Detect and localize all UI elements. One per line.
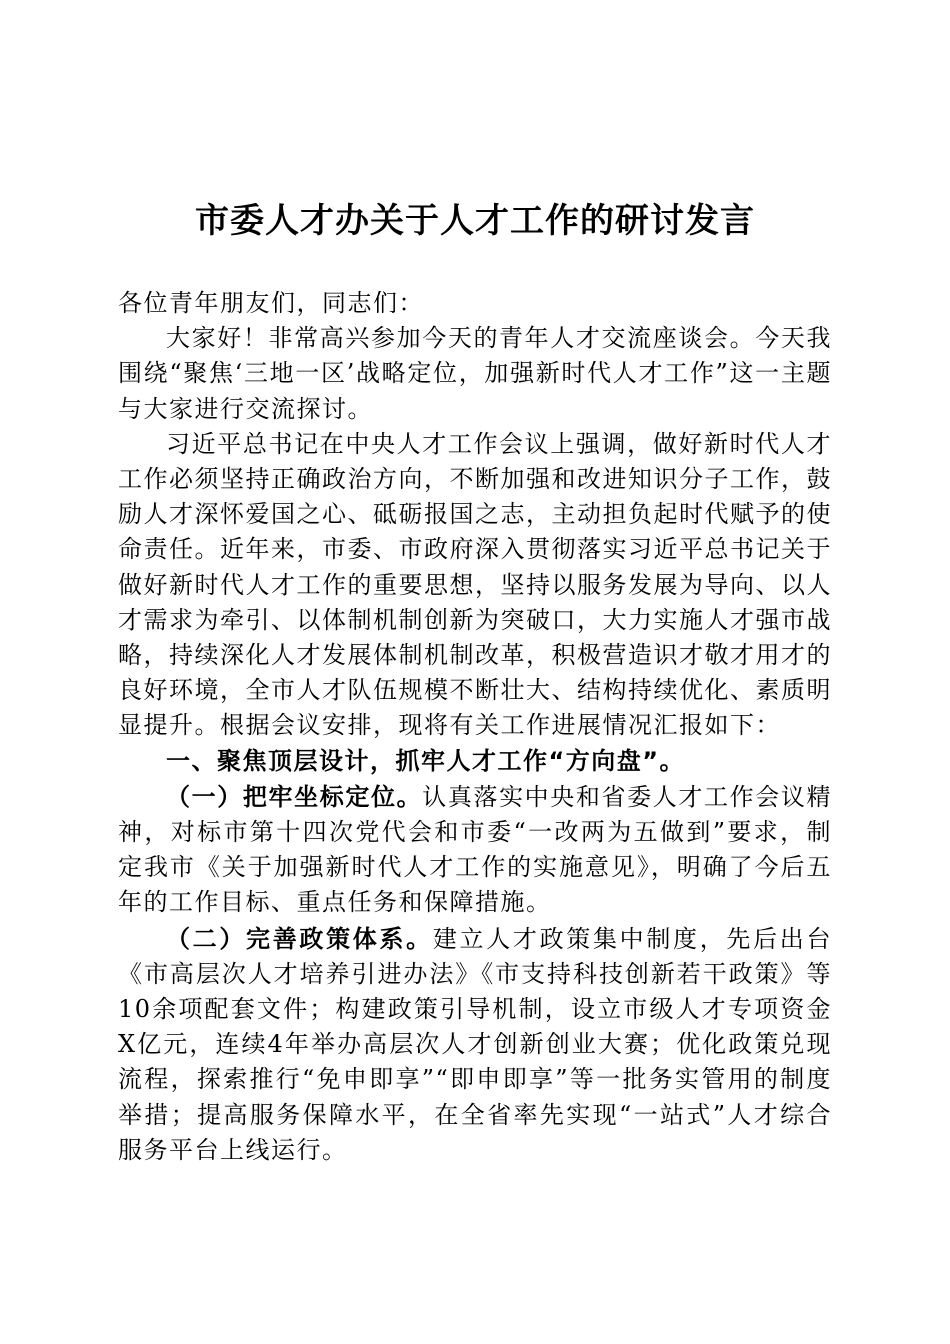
section-item-2-label: （二）完善政策体系。 (166, 923, 433, 953)
document-title: 市委人才办关于人才工作的研讨发言 (195, 201, 755, 241)
section-item-1-label: （一）把牢坐标定位。 (166, 781, 423, 811)
section-item-1 (118, 779, 832, 921)
paragraph-greeting: 大家好！非常高兴参加今天的青年人才交流座谈会。今天我围绕“聚焦‘三地一区’战略定位，加强新时代人才工作”这一主题与大家进行交流探讨。 (118, 324, 832, 423)
section-item-2-text: 建立人才政策集中制度，先后出台《市高层次人才培养引进办法》《市支持科技创新若干政策》等10余项配套文件；构建政策引导机制，设立市级人才专项资金X亿元，连续4年举办高层次人才创新创业大赛；优化政策兑现流程，探索推行“免申即享”“即申即享”等一批务实管用的制度举措；提高服务保障水平，在全省率先实现“一站式”人才综合服务平台上线运行。 (118, 924, 832, 1164)
section-item-2 (118, 921, 832, 1168)
salutation: 各位青年朋友们，同志们： (118, 289, 424, 317)
paragraph-background: 习近平总书记在中央人才工作会议上强调，做好新时代人才工作必须坚持正确政治方向，不断加强和改进知识分子工作，鼓励人才深怀爱国之心、砥砺报国之志，主动担负起时代赋予的使命责任。近年来，市委、市政府深入贯彻落实习近平总书记关于做好新时代人才工作的重要思想，坚持以服务发展为导向、以人才需求为牵引、以体制机制创新为突破口，大力实施人才强市战略，持续深化人才发展体制机制改革，积极营造识才敬才用才的良好环境，全市人才队伍规模不断壮大、结构持续优化、素质明显提升。根据会议安排，现将有关工作进展情况汇报如下： (118, 429, 832, 740)
document-body (118, 286, 832, 1168)
section-item-1-text: 认真落实中央和省委人才工作会议精神，对标市第十四次党代会和市委“一改两为五做到”要求，制定我市《关于加强新时代人才工作的实施意见》，明确了今后五年的工作目标、重点任务和保障措施。 (118, 782, 833, 917)
section-heading: 一、聚焦顶层设计，抓牢人才工作“方向盘”。 (166, 746, 686, 775)
